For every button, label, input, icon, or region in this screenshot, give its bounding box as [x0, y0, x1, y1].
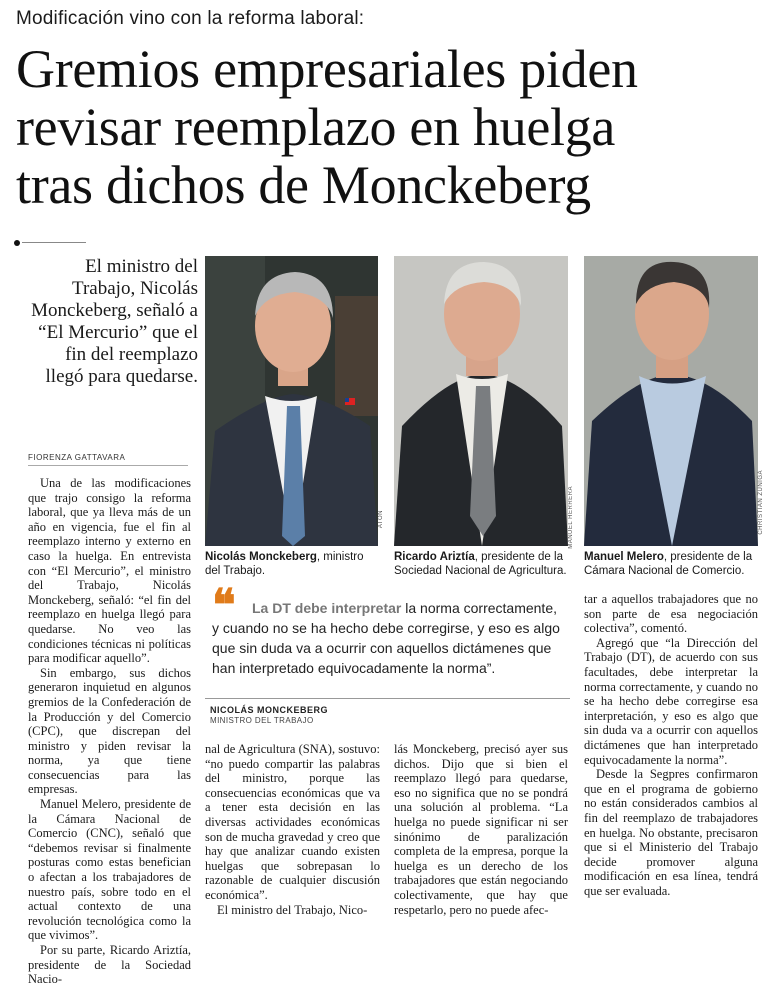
caption-name: Ricardo Ariztía	[394, 551, 475, 563]
section-rule	[22, 242, 86, 243]
pullquote-rule	[205, 698, 570, 699]
caption-name: Nicolás Monckeberg	[205, 551, 317, 563]
caption-role: , ministro del Trabajo.	[205, 551, 364, 577]
photo-ricardo-ariztia	[394, 256, 568, 546]
headline-line: Gremios empresariales piden	[16, 39, 638, 99]
photo-credit: MANUEL HERRERA	[568, 486, 574, 549]
photo-caption	[205, 550, 378, 578]
section-dot	[14, 240, 20, 246]
pullquote-highlight: La DT debe interpretar	[252, 600, 402, 616]
paragraph: tar a aquellos trabajadores que no son parte de esa negociación colectiva”, comentó.	[584, 592, 758, 636]
caption-role: , presidente de la Sociedad Nacional de Agricultura.	[394, 551, 567, 577]
article-headline	[16, 40, 776, 214]
article-author: FIORENZA GATTAVARA	[28, 453, 126, 462]
photo-manuel-melero	[584, 256, 758, 546]
author-rule	[28, 465, 188, 466]
paragraph: Manuel Melero, presidente de la Cámara Nacional de Comercio (CNC), señaló que “debemos revisar si finalmente posturas como estas benefician o afectan a los trabajadores de nuestro país, sobre todo en el actual contexto de una revolución tecnológica como la que vivimos”.	[28, 797, 191, 943]
paragraph: nal de Agricultura (SNA), sostuvo: “no puedo compartir las palabras del ministro, porque las consecuencias económicas que va a tener esta decisión en las diversas actividades económicas son de mucha gravedad y creo que hay que analizar cuando existen huelgas que sobrepasan lo razonable de cualquier discusión económica”.	[205, 742, 380, 902]
caption-role: , presidente de la Cámara Nacional de Comercio.	[584, 551, 753, 577]
photo-caption	[584, 550, 762, 578]
portrait-manuel-melero-icon	[584, 256, 758, 546]
pullquote-body: la norma correctamente, y cuando no se ha hecho debe corregirse, y eso es algo que sin duda va a ocurrir con aquellos dictámenes que han interpretado equivocadamente la norma”.	[212, 600, 560, 676]
pullquote-author: NICOLÁS MONCKEBERG	[210, 705, 329, 715]
photo-credit: CHRISTIAN ZÚÑIGA	[758, 470, 764, 535]
portrait-ricardo-ariztia-icon	[394, 256, 568, 546]
paragraph: El ministro del Trabajo, Nico-	[217, 902, 368, 917]
caption-name: Manuel Melero	[584, 551, 664, 563]
pullquote-text	[212, 598, 564, 678]
paragraph: Por su parte, Ricardo Ariztía, presidente de la Sociedad Nacio-	[28, 943, 191, 987]
article-column-1	[28, 476, 191, 987]
photo-credit: ATON	[378, 510, 384, 529]
headline-line: revisar reemplazo en huelga	[16, 97, 616, 157]
photo-nicolas-monckeberg	[205, 256, 378, 546]
pullquote-role: MINISTRO DEL TRABAJO	[210, 716, 314, 725]
article-column-4	[584, 592, 758, 898]
portrait-nicolas-monckeberg-icon	[205, 256, 378, 546]
photo-caption	[394, 550, 570, 578]
paragraph: Desde la Segpres confirmaron que en el programa de gobierno no están considerados cambios al fin del reemplazo de trabajadores en huelga. No obstante, precisaron que si el Ministerio del Trabajo decide promover alguna modificación en esa línea, tendrá que ser evaluada.	[584, 767, 758, 898]
article-column-2	[205, 742, 380, 917]
paragraph: Sin embargo, sus dichos generaron inquietud en algunos gremios de la Confederación de la Producción y del Comercio (CPC), que discrepan del ministro y piden revisar la norma, ya que tiene consecuencias para las empresas.	[28, 665, 191, 797]
paragraph: Agregó que “la Dirección del Trabajo (DT), de acuerdo con sus facultades, debe interpretar la norma correctamente, y cuando no se ha hecho debe corregirse esa interpretación, y eso es algo que sin duda va a ocurrir con aquellos dictámenes que han interpretado equivocadamente la norma”.	[584, 635, 758, 767]
paragraph: Una de las modificaciones que trajo consigo la reforma laboral, que ya lleva más de un año en vigencia, fue el fin al reemplazo interno y externo en caso la huelga. En entrevista con “El Mercurio”, el ministro del Trabajo, Nicolás Monckeberg, señaló: “el fin del reemplazo en huelga llegó para quedarse. No veo las condiciones técnicas ni políticas para modificar aquello”.	[28, 476, 191, 666]
article-column-3	[394, 742, 568, 917]
quote-mark-icon: ❝	[212, 580, 236, 631]
headline-line: tras dichos de Monckeberg	[16, 155, 591, 215]
article-lead: El ministro del Trabajo, Nicolás Monckeberg, señaló a “El Mercurio” que el fin del reemplazo llegó para quedarse.	[31, 256, 198, 387]
article-kicker: Modificación vino con la reforma laboral:	[16, 8, 365, 29]
paragraph: lás Monckeberg, precisó ayer sus dichos. Dijo que si bien el reemplazo llegó para quedarse, eso no significa que no se pondrá una solución al problema. “La huelga no puede significar ni ser sinónimo de paralización completa de la empresa, porque la huelga es un derecho de los trabajadores que están negociando colectivamente, que hay que respetarlo, pero no puede afec-	[394, 742, 568, 917]
